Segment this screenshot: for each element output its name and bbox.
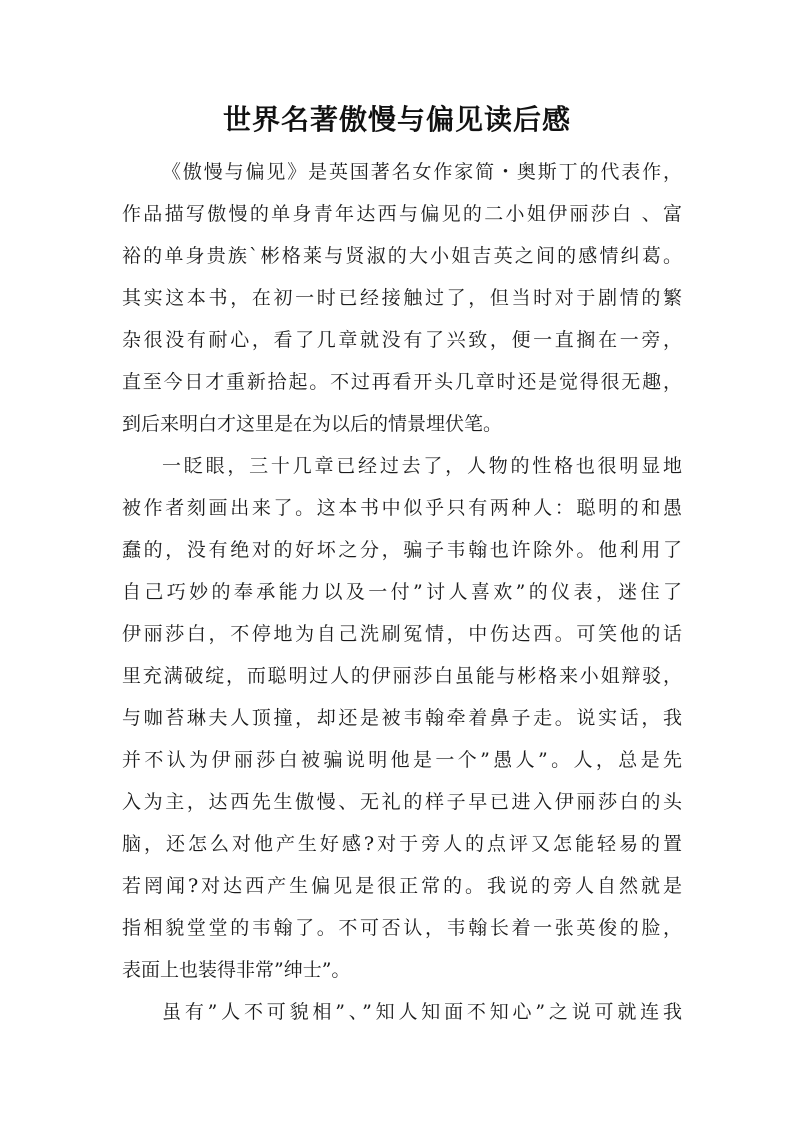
paragraph-line: 表面上也装得非常”绅士”。 bbox=[122, 959, 351, 981]
paragraph-line: 直至今日才重新拾起。不过再看开头几章时还是觉得很无趣， bbox=[122, 371, 682, 393]
paragraph-line: 其实这本书，在初一时已经接触过了，但当时对于剧情的繁 bbox=[122, 287, 682, 309]
paragraph-line: 蠢的，没有绝对的好坏之分，骗子韦翰也许除外。他利用了 bbox=[122, 539, 682, 561]
paragraph-line: 脑，还怎么对他产生好感?对于旁人的点评又怎能轻易的置 bbox=[122, 833, 682, 855]
paragraph-line: 若罔闻?对达西产生偏见是很正常的。我说的旁人自然就是 bbox=[122, 875, 682, 897]
paragraph-line: 伊丽莎白，不停地为自己洗刷冤情，中伤达西。可笑他的话 bbox=[122, 623, 682, 645]
paragraph-line: 一眨眼，三十几章已经过去了，人物的性格也很明显地 bbox=[162, 455, 682, 477]
paragraph-line: 被作者刻画出来了。这本书中似乎只有两种人：聪明的和愚 bbox=[122, 497, 682, 519]
paragraph-line: 到后来明白才这里是在为以后的情景埋伏笔。 bbox=[122, 413, 503, 435]
paragraph-line: 并不认为伊丽莎白被骗说明他是一个”愚人”。人，总是先 bbox=[122, 749, 682, 771]
paragraph-line: 杂很没有耐心，看了几章就没有了兴致，便一直搁在一旁， bbox=[122, 329, 682, 351]
paragraph-line: 虽有”人不可貌相”、”知人知面不知心”之说可就连我 bbox=[162, 1001, 682, 1023]
paragraph-line: 指相貌堂堂的韦翰了。不可否认，韦翰长着一张英俊的脸， bbox=[122, 917, 682, 939]
paragraph-line: 里充满破绽，而聪明过人的伊丽莎白虽能与彬格来小姐辩驳， bbox=[122, 665, 682, 687]
paragraph-line: 自己巧妙的奉承能力以及一付”讨人喜欢”的仪表，迷住了 bbox=[122, 581, 682, 603]
paragraph-line: 与咖苔琳夫人顶撞，却还是被韦翰牵着鼻子走。说实话，我 bbox=[122, 707, 682, 729]
paragraph-line: 裕的单身贵族`彬格莱与贤淑的大小姐吉英之间的感情纠葛。 bbox=[122, 245, 682, 267]
paragraph-line: 入为主，达西先生傲慢、无礼的样子早已进入伊丽莎白的头 bbox=[122, 791, 682, 813]
document-title: 世界名著傲慢与偏见读后感 bbox=[222, 103, 571, 136]
paragraph-line: 作品描写傲慢的单身青年达西与偏见的二小姐伊丽莎白 、富 bbox=[122, 203, 682, 225]
paragraph-line: 《傲慢与偏见》是英国著名女作家简・奥斯丁的代表作， bbox=[162, 161, 682, 183]
